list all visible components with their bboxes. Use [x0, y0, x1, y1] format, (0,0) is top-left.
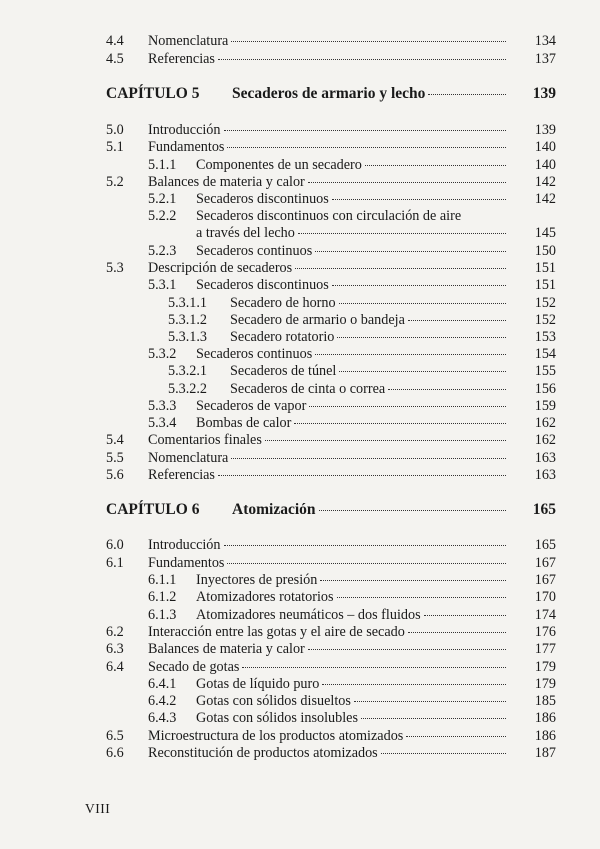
- toc-entry: [0, 466, 600, 484]
- entry-title-line: [196, 224, 508, 242]
- entry-page-number: 165: [532, 501, 556, 518]
- toc-entry: [0, 536, 600, 554]
- entry-number: 5.3.2: [148, 346, 177, 362]
- entry-page-number: 140: [534, 139, 556, 155]
- entry-number: 6.1.3: [148, 607, 177, 623]
- entry-page-number: 163: [534, 450, 556, 466]
- toc-entry: [0, 362, 600, 380]
- entry-page-number: 167: [534, 555, 556, 571]
- entry-page-number: 162: [534, 432, 556, 448]
- entry-title: Secadero de horno: [230, 295, 336, 311]
- toc-entry: [0, 294, 600, 312]
- entry-title-line: [196, 207, 508, 225]
- entry-title-line: [148, 640, 508, 658]
- entry-number: 5.4: [106, 432, 124, 448]
- toc-entry: [0, 156, 600, 174]
- entry-title: Componentes de un secadero: [196, 157, 362, 173]
- entry-page-number: 150: [534, 243, 556, 259]
- entry-number: CAPÍTULO 6: [106, 501, 200, 518]
- entry-title: Secaderos de armario y lecho: [232, 85, 426, 102]
- dot-leader: [265, 439, 506, 441]
- dot-leader: [428, 93, 506, 95]
- entry-title-line: [230, 328, 508, 346]
- entry-page-number: 165: [534, 537, 556, 553]
- entry-title-line: [196, 156, 508, 174]
- entry-title-line: [148, 121, 508, 139]
- dot-leader: [294, 422, 506, 424]
- toc-entry: [0, 345, 600, 363]
- entry-page-number: 186: [534, 710, 556, 726]
- toc-entry: [0, 207, 600, 225]
- entry-title: Secaderos continuos: [196, 346, 313, 362]
- entry-title: Secaderos discontinuos: [196, 191, 329, 207]
- toc-entry: [0, 50, 600, 68]
- toc-entry: [0, 554, 600, 572]
- toc-entry: [0, 414, 600, 432]
- toc-entry: [0, 173, 600, 191]
- toc-entry: [0, 606, 600, 624]
- toc-entry: [0, 449, 600, 467]
- entry-number: 5.5: [106, 450, 124, 466]
- entry-title-line: [148, 744, 508, 762]
- toc-entry: [0, 658, 600, 676]
- toc-entry: [0, 692, 600, 710]
- entry-title-line: [196, 709, 508, 727]
- toc-entry: [0, 431, 600, 449]
- entry-number: 6.4: [106, 659, 124, 675]
- entry-page-number: 186: [534, 728, 556, 744]
- entry-title-line: [196, 242, 508, 260]
- entry-page-number: 187: [534, 745, 556, 761]
- entry-title: Atomización: [232, 501, 316, 518]
- entry-title: Introducción: [148, 537, 221, 553]
- entry-title: Balances de materia y calor: [148, 174, 305, 190]
- entry-number: 5.3.2.1: [168, 363, 208, 379]
- entry-title: Secaderos discontinuos: [196, 277, 329, 293]
- dot-leader: [361, 717, 506, 719]
- dot-leader: [319, 509, 506, 511]
- entry-number: 5.3: [106, 260, 124, 276]
- entry-title-line: [148, 449, 508, 467]
- entry-title: Atomizadores neumáticos – dos fluidos: [196, 607, 421, 623]
- entry-title: Interacción entre las gotas y el aire de secado: [148, 624, 405, 640]
- entry-title-line: [148, 658, 508, 676]
- entry-title-line: [230, 294, 508, 312]
- dot-leader: [218, 474, 506, 476]
- entry-number: 5.3.1: [148, 277, 177, 293]
- entry-page-number: 134: [534, 33, 556, 49]
- entry-number: 5.3.1.3: [168, 329, 208, 345]
- entry-title: Secaderos de vapor: [196, 398, 307, 414]
- toc-entry: [0, 709, 600, 727]
- entry-number: 6.2: [106, 624, 124, 640]
- dot-leader: [337, 336, 506, 338]
- dot-leader: [332, 198, 506, 200]
- entry-title-line: [148, 32, 508, 50]
- dot-leader: [224, 544, 507, 546]
- entry-page-number: 153: [534, 329, 556, 345]
- entry-number: 5.1.1: [148, 157, 177, 173]
- toc-entry: [0, 190, 600, 208]
- entry-page-number: 163: [534, 467, 556, 483]
- dot-leader: [315, 353, 506, 355]
- entry-page-number: 140: [534, 157, 556, 173]
- entry-number: 6.3: [106, 641, 124, 657]
- entry-title-line: [148, 536, 508, 554]
- entry-title: Gotas con sólidos disueltos: [196, 693, 351, 709]
- toc-entry: [0, 121, 600, 139]
- entry-page-number: 185: [534, 693, 556, 709]
- entry-page-number: 162: [534, 415, 556, 431]
- dot-leader: [337, 596, 506, 598]
- entry-page-number: 170: [534, 589, 556, 605]
- dot-leader: [406, 735, 506, 737]
- entry-title: Secaderos de túnel: [230, 363, 337, 379]
- toc-entry: [0, 727, 600, 745]
- entry-number: 6.4.1: [148, 676, 177, 692]
- entry-page-number: 179: [534, 676, 556, 692]
- toc-entry: [0, 311, 600, 329]
- entry-number: 6.1: [106, 555, 124, 571]
- dot-leader: [231, 457, 506, 459]
- dot-leader: [408, 319, 506, 321]
- entry-title-line: [196, 606, 508, 624]
- entry-title: Secaderos continuos: [196, 243, 313, 259]
- entry-title: Gotas con sólidos insolubles: [196, 710, 358, 726]
- entry-title-line: [148, 466, 508, 484]
- entry-page-number: 154: [534, 346, 556, 362]
- dot-leader: [365, 164, 506, 166]
- dot-leader: [295, 267, 506, 269]
- entry-title-line: [148, 138, 508, 156]
- entry-number: 6.6: [106, 745, 124, 761]
- entry-title: a través del lecho: [196, 225, 295, 241]
- entry-page-number: 152: [534, 295, 556, 311]
- dot-leader: [381, 752, 506, 754]
- entry-number: 5.3.4: [148, 415, 177, 431]
- dot-leader: [227, 146, 506, 148]
- entry-number: 6.4.2: [148, 693, 177, 709]
- entry-title: Introducción: [148, 122, 221, 138]
- dot-leader: [227, 562, 506, 564]
- entry-number: 5.3.1.2: [168, 312, 208, 328]
- entry-title: Nomenclatura: [148, 33, 229, 49]
- toc-entry: [0, 276, 600, 294]
- entry-title: Fundamentos: [148, 555, 225, 571]
- entry-number: 5.0: [106, 122, 124, 138]
- entry-page-number: 177: [534, 641, 556, 657]
- entry-number: 6.1.2: [148, 589, 177, 605]
- entry-number: 5.3.1.1: [168, 295, 208, 311]
- dot-leader: [339, 370, 506, 372]
- entry-title: Referencias: [148, 467, 215, 483]
- entry-number: CAPÍTULO 5: [106, 85, 200, 102]
- entry-number: 5.2.1: [148, 191, 177, 207]
- dot-leader: [308, 181, 506, 183]
- entry-title-line: [232, 85, 508, 103]
- entry-page-number: 139: [532, 85, 556, 102]
- toc-entry: [0, 675, 600, 693]
- dot-leader: [354, 700, 506, 702]
- entry-title: Inyectores de presión: [196, 572, 318, 588]
- toc-entry: [0, 640, 600, 658]
- toc-entry: [0, 571, 600, 589]
- entry-number: 6.4.3: [148, 710, 177, 726]
- entry-page-number: 151: [534, 277, 556, 293]
- entry-page-number: 142: [534, 174, 556, 190]
- entry-number: 5.2.3: [148, 243, 177, 259]
- entry-title-line: [148, 431, 508, 449]
- entry-title: Reconstitución de productos atomizados: [148, 745, 378, 761]
- entry-title: Descripción de secaderos: [148, 260, 293, 276]
- dot-leader: [218, 58, 506, 60]
- entry-title: Secaderos de cinta o correa: [230, 381, 386, 397]
- entry-page-number: 151: [534, 260, 556, 276]
- toc-entry: [0, 32, 600, 50]
- dot-leader: [308, 648, 506, 650]
- entry-title-line: [196, 190, 508, 208]
- entry-title-line: [148, 727, 508, 745]
- entry-title-line: [196, 692, 508, 710]
- entry-title: Microestructura de los productos atomizados: [148, 728, 404, 744]
- entry-page-number: 176: [534, 624, 556, 640]
- entry-title: Nomenclatura: [148, 450, 229, 466]
- entry-title: Secado de gotas: [148, 659, 240, 675]
- toc-entry: [0, 588, 600, 606]
- entry-number: 6.0: [106, 537, 124, 553]
- entry-page-number: 174: [534, 607, 556, 623]
- dot-leader: [322, 683, 506, 685]
- dot-leader: [388, 388, 506, 390]
- entry-title-line: [232, 501, 508, 519]
- page-number: VIII: [85, 801, 111, 816]
- toc-entry: [0, 623, 600, 641]
- entry-title-line: [196, 345, 508, 363]
- toc-entry: [0, 138, 600, 156]
- entry-number: 5.1: [106, 139, 124, 155]
- entry-page-number: 145: [534, 225, 556, 241]
- entry-number: 6.5: [106, 728, 124, 744]
- entry-title-line: [148, 173, 508, 191]
- entry-number: 5.2: [106, 174, 124, 190]
- dot-leader: [231, 40, 506, 42]
- entry-title: Balances de materia y calor: [148, 641, 305, 657]
- toc-entry: [0, 224, 600, 242]
- entry-title-line: [196, 675, 508, 693]
- dot-leader: [408, 631, 506, 633]
- entry-page-number: 155: [534, 363, 556, 379]
- entry-number: 5.3.3: [148, 398, 177, 414]
- entry-title-line: [148, 623, 508, 641]
- dot-leader: [320, 579, 506, 581]
- dot-leader: [224, 129, 507, 131]
- dot-leader: [339, 302, 506, 304]
- toc-entry: [0, 380, 600, 398]
- entry-title: Secadero de armario o bandeja: [230, 312, 405, 328]
- entry-page-number: 152: [534, 312, 556, 328]
- entry-number: 4.5: [106, 51, 124, 67]
- entry-page-number: 179: [534, 659, 556, 675]
- dot-leader: [298, 232, 506, 234]
- dot-leader: [332, 284, 506, 286]
- dot-leader: [424, 614, 506, 616]
- entry-title-line: [230, 380, 508, 398]
- entry-number: 5.2.2: [148, 208, 177, 224]
- toc-entry: [0, 397, 600, 415]
- entry-page-number: 156: [534, 381, 556, 397]
- entry-title-line: [230, 311, 508, 329]
- entry-number: 5.6: [106, 467, 124, 483]
- dot-leader: [242, 666, 506, 668]
- toc-entry: [0, 242, 600, 260]
- entry-title: Secadero rotatorio: [230, 329, 335, 345]
- entry-title: Comentarios finales: [148, 432, 262, 448]
- entry-page-number: 142: [534, 191, 556, 207]
- entry-number: 6.1.1: [148, 572, 177, 588]
- entry-page-number: 159: [534, 398, 556, 414]
- entry-title-line: [148, 554, 508, 572]
- entry-title: Gotas de líquido puro: [196, 676, 320, 692]
- toc-entry: [0, 744, 600, 762]
- entry-title-line: [196, 414, 508, 432]
- chapter-heading: [0, 501, 600, 519]
- entry-title: Atomizadores rotatorios: [196, 589, 334, 605]
- dot-leader: [315, 250, 506, 252]
- toc-entry: [0, 259, 600, 277]
- entry-title-line: [196, 571, 508, 589]
- entry-title-line: [196, 397, 508, 415]
- toc-entry: [0, 328, 600, 346]
- entry-title-line: [196, 588, 508, 606]
- entry-title-line: [230, 362, 508, 380]
- entry-title: Secaderos discontinuos con circulación de aire: [196, 208, 462, 224]
- chapter-heading: [0, 85, 600, 103]
- entry-page-number: 167: [534, 572, 556, 588]
- entry-title: Fundamentos: [148, 139, 225, 155]
- entry-page-number: 139: [534, 122, 556, 138]
- entry-title-line: [196, 276, 508, 294]
- entry-number: 5.3.2.2: [168, 381, 208, 397]
- entry-title-line: [148, 259, 508, 277]
- entry-number: 4.4: [106, 33, 124, 49]
- entry-title-line: [148, 50, 508, 68]
- entry-title: Bombas de calor: [196, 415, 292, 431]
- entry-page-number: 137: [534, 51, 556, 67]
- entry-title: Referencias: [148, 51, 215, 67]
- dot-leader: [309, 405, 506, 407]
